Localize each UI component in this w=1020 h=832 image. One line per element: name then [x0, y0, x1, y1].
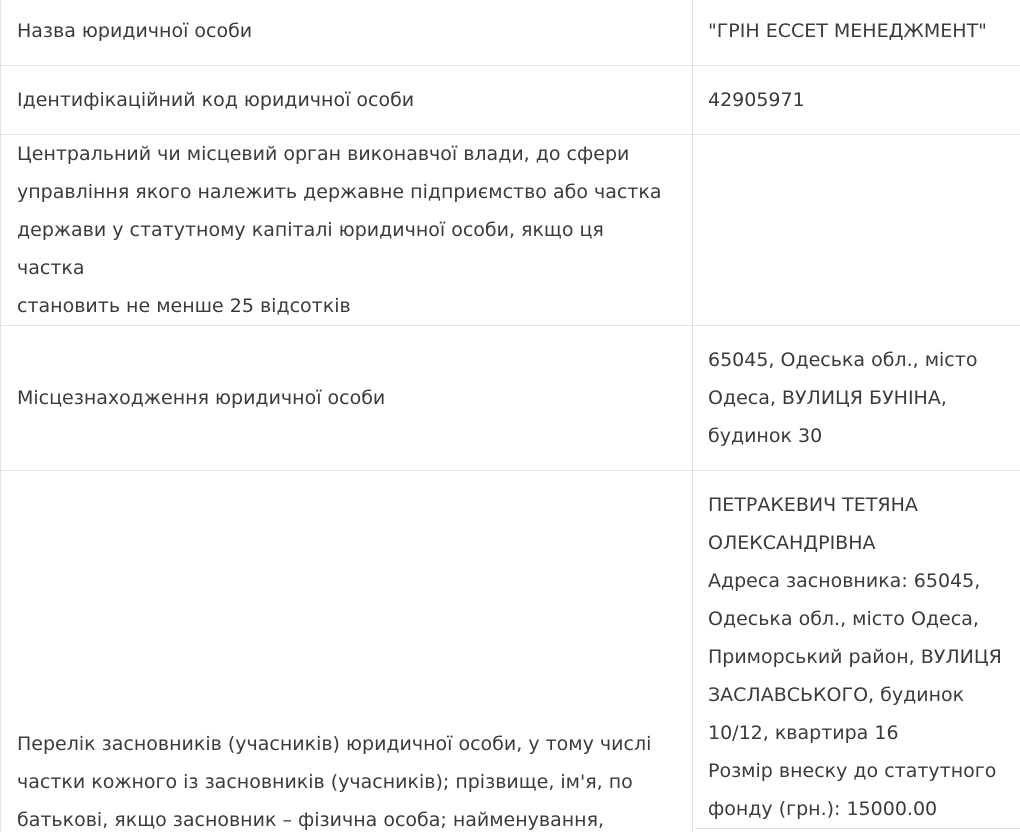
row-value — [692, 471, 1020, 832]
value-line: Одеса, ВУЛИЦЯ БУНІНА, — [707, 387, 947, 409]
value-line: 42905971 — [707, 89, 805, 111]
row-label — [1, 135, 693, 326]
table-row — [1, 0, 1020, 66]
value-line: Адреса засновника: 65045, — [707, 570, 981, 592]
label-line: Перелік засновників (учасників) юридичної особи, у тому числі — [17, 733, 652, 755]
row-value-empty — [692, 135, 1020, 326]
value-line: "ГРІН ЕССЕТ МЕНЕДЖМЕНТ" — [707, 20, 987, 42]
table-row — [1, 135, 1020, 326]
value-line: Одеська обл., місто Одеса, — [707, 608, 979, 630]
row-label — [1, 66, 693, 135]
label-line: держави у статутному капіталі юридичної особи, якщо ця частка — [17, 219, 604, 279]
label-line: Назва юридичної особи — [17, 20, 253, 42]
value-line: Приморський район, ВУЛИЦЯ — [707, 646, 1002, 668]
value-line: ЗАСЛАВСЬКОГО, будинок — [707, 684, 965, 706]
table-row — [1, 471, 1020, 832]
row-value — [692, 0, 1020, 66]
label-line: становить не менше 25 відсотків — [17, 295, 351, 317]
row-label — [1, 326, 693, 471]
label-line: управління якого належить державне підприємство або частка — [17, 181, 662, 203]
value-line: ОЛЕКСАНДРІВНА — [707, 532, 876, 554]
value-line: Розмір внеску до статутного — [707, 760, 997, 782]
table-row — [1, 326, 1020, 471]
row-value — [692, 66, 1020, 135]
label-line: Місцезнаходження юридичної особи — [17, 387, 386, 409]
founder-separator — [695, 828, 1020, 829]
value-line: 65045, Одеська обл., місто — [707, 349, 978, 371]
value-line: фонду (грн.): 15000.00 — [707, 798, 938, 820]
value-line: ПЕТРАКЕВИЧ ТЕТЯНА — [707, 494, 918, 516]
label-line: Центральний чи місцевий орган виконавчої влади, до сфери — [17, 143, 630, 165]
label-line: частки кожного із засновників (учасників); прізвище, ім'я, по — [17, 771, 633, 793]
value-line: будинок 30 — [707, 425, 823, 447]
label-line: батькові, якщо засновник – фізична особа; найменування, — [17, 809, 605, 831]
row-label — [1, 471, 693, 832]
value-line: 10/12, квартира 16 — [707, 722, 899, 744]
row-label — [1, 0, 693, 66]
label-line: Ідентифікаційний код юридичної особи — [17, 89, 415, 111]
table-row — [1, 66, 1020, 135]
row-value — [692, 326, 1020, 471]
